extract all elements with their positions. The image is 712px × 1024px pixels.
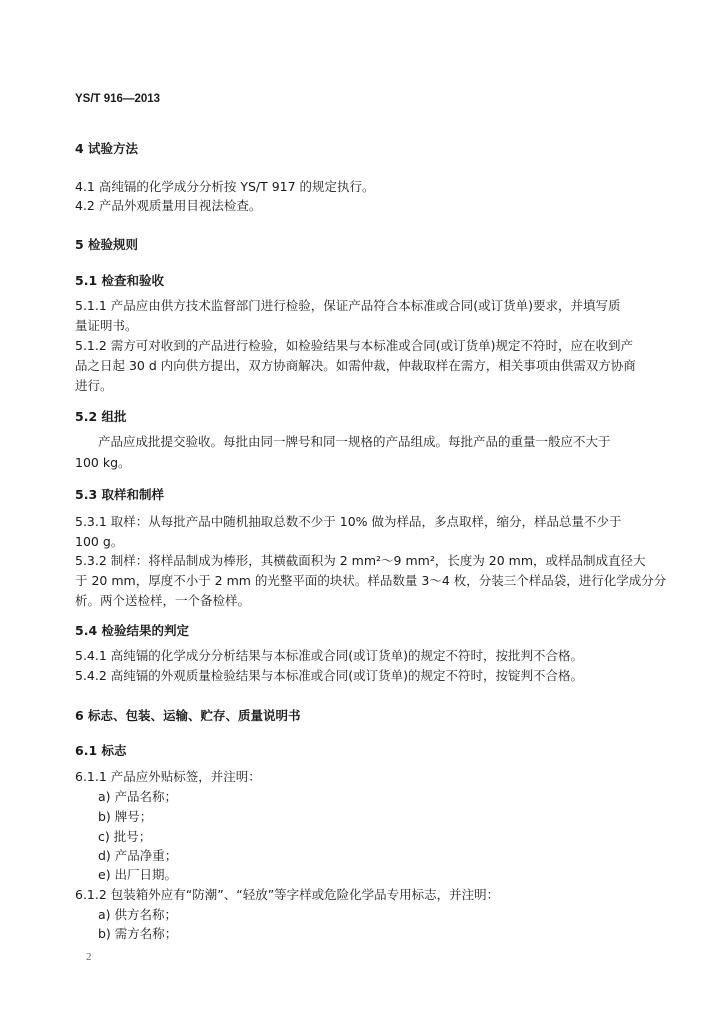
clause-4-2: 4.2 产品外观质量用目视法检查。 bbox=[75, 198, 262, 213]
subsection-heading-5-2: 5.2 组批 bbox=[75, 409, 127, 424]
list-item-net-weight: d) 产品净重； bbox=[98, 848, 178, 863]
section-heading-4: 4 试验方法 bbox=[75, 141, 139, 156]
clause-5-1-2-line-3: 进行。 bbox=[75, 378, 113, 393]
clause-5-2-line-1: 产品应成批提交验收。每批由同一牌号和同一规格的产品组成。每批产品的重量一般应不大于 bbox=[98, 434, 611, 449]
section-heading-5: 5 检验规则 bbox=[75, 237, 139, 252]
standard-number-header: YS/T 916—2013 bbox=[75, 93, 161, 105]
clause-5-3-2-line-2: 于 20 mm，厚度不小于 2 mm 的光整平面的块状。样品数量 3～4 枚，分装三个样品袋，进行化学成分分 bbox=[75, 573, 667, 588]
clause-5-4-1: 5.4.1 高纯镉的化学成分分析结果与本标准或合同(或订货单)的规定不符时，按批判不合格。 bbox=[75, 648, 584, 663]
list-item-batch-no: c) 批号； bbox=[98, 829, 152, 844]
subsection-heading-5-4: 5.4 检验结果的判定 bbox=[75, 623, 189, 638]
clause-5-3-2-line-1: 5.3.2 制样：将样品制成为棒形，其横截面积为 2 mm²～9 mm²，长度为 20 mm，或样品制成直径大 bbox=[75, 553, 646, 568]
clause-6-1-2: 6.1.2 包装箱外应有“防潮”、“轻放”等字样或危险化学品专用标志，并注明： bbox=[75, 887, 500, 902]
list-item-supplier-name: a) 供方名称； bbox=[98, 907, 178, 922]
clause-5-4-2: 5.4.2 高纯镉的外观质量检验结果与本标准或合同(或订货单)的规定不符时，按锭判不合格。 bbox=[75, 668, 584, 683]
clause-5-1-2-line-1: 5.1.2 需方可对收到的产品进行检验，如检验结果与本标准或合同(或订货单)规定不符时，应在收到产 bbox=[75, 338, 634, 353]
page-number: 2 bbox=[86, 951, 92, 963]
subsection-heading-5-1: 5.1 检查和验收 bbox=[75, 273, 164, 288]
subsection-heading-6-1: 6.1 标志 bbox=[75, 743, 127, 758]
list-item-product-name: a) 产品名称； bbox=[98, 789, 178, 804]
list-item-buyer-name: b) 需方名称； bbox=[98, 926, 178, 941]
clause-5-1-1-line-1: 5.1.1 产品应由供方技术监督部门进行检验，保证产品符合本标准或合同(或订货单)要求，并填写质 bbox=[75, 298, 621, 313]
list-item-grade: b) 牌号； bbox=[98, 809, 153, 824]
subsection-heading-5-3: 5.3 取样和制样 bbox=[75, 487, 164, 502]
clause-4-1: 4.1 高纯镉的化学成分分析按 YS/T 917 的规定执行。 bbox=[75, 179, 375, 194]
section-heading-6: 6 标志、包装、运输、贮存、质量说明书 bbox=[75, 708, 301, 723]
clause-5-3-2-line-3: 析。两个送检样，一个备检样。 bbox=[75, 593, 251, 608]
clause-5-3-1-line-1: 5.3.1 取样：从每批产品中随机抽取总数不少于 10% 做为样品，多点取样，缩分，样品总量不少于 bbox=[75, 514, 622, 529]
clause-5-3-1-line-2: 100 g。 bbox=[75, 534, 124, 549]
clause-5-2-line-2: 100 kg。 bbox=[75, 455, 131, 470]
clause-5-1-2-line-2: 品之日起 30 d 内向供方提出，双方协商解决。如需仲裁，仲裁取样在需方，相关事项由供需双方协商 bbox=[75, 358, 636, 373]
clause-5-1-1-line-2: 量证明书。 bbox=[75, 318, 138, 333]
list-item-date: e) 出厂日期。 bbox=[98, 867, 178, 882]
clause-6-1-1: 6.1.1 产品应外贴标签，并注明： bbox=[75, 769, 261, 784]
